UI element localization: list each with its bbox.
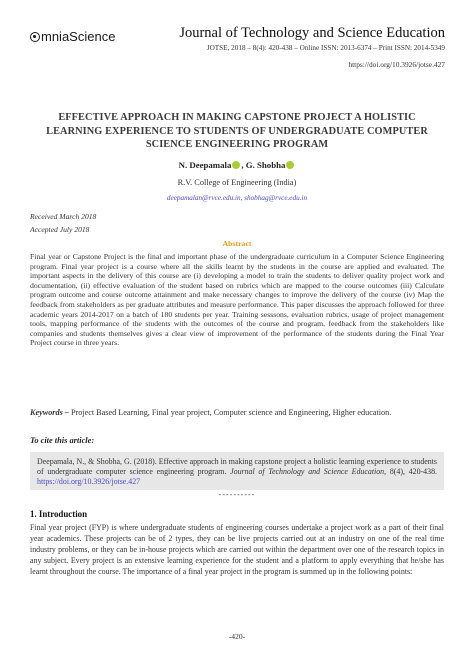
publisher-logo (30, 29, 115, 44)
citation-volume: 8(4), 420-438. (386, 467, 437, 476)
keywords (30, 407, 444, 418)
author-separator: , (241, 160, 246, 170)
affiliation: R.V. College of Engineering (India) (177, 178, 297, 187)
citation-journal: Journal of Technology and Science Education, (230, 467, 387, 476)
cite-heading: To cite this article: (30, 436, 95, 445)
authors (0, 160, 474, 170)
citation-doi-link[interactable]: https://doi.org/10.3926/jotse.427 (37, 477, 141, 486)
page-number: -420- (228, 632, 246, 641)
abstract-text: Final year or Capstone Project is the final and important phase of the undergraduate curriculum in a Computer Science Engineering program. Final year project is a course where all the skills learnt by the students in the course are applied and evaluated. The important aspects in the delivery of this course are (i) developing a model to train the students to deliver quality project work and documentation, (ii) effective evaluation of the student based on rubrics which are mapped to the course outcomes (iii) Calculate program outcome and course outcome attainment and make necessary changes to improve the delivery of the course (iv) Map the feedback from stakeholders as per graduate attributes and measure performance. This paper discusses the approach followed for three academic years 2014-2017 on a batch of 180 students per year. Training sesssons, evaluation rubrics, usage of project management tools, mapping performance of the students with the outcomes of the course and program, feedback from the stakeholders like companies and students themselves gives a clear view of improvement of the performance of the students during the Final Year Project course in three years. (30, 252, 444, 348)
orcid-icon[interactable] (232, 161, 240, 169)
citation-box (30, 452, 444, 490)
received-date: Received March 2018 (30, 212, 97, 221)
logo-text: mniaScience (41, 29, 116, 44)
journal-doi[interactable]: https://doi.org/10.3926/jotse.427 (348, 60, 445, 69)
orcid-icon[interactable] (286, 161, 294, 169)
author-emails[interactable]: deepamalan@rvce.edu.in, shobhag@rvce.edu.in (166, 194, 308, 202)
journal-meta: JOTSE, 2018 – 8(4): 420-438 – Online ISSN: 2013-6374 – Print ISSN: 2014-5349 (206, 44, 445, 52)
author-2: G. Shobha (245, 160, 286, 170)
abstract-heading: Abstract (222, 239, 252, 248)
omnia-logo-icon (30, 32, 40, 42)
article-dates (30, 210, 96, 236)
article-title: EFFECTIVE APPROACH IN MAKING CAPSTONE PROJECT A HOLISTIC LEARNING EXPERIENCE TO STUDENTS OF UNDERGRADUATE COMPUTER SCIENCE ENGINEERING PROGRAM (46, 112, 428, 150)
author-1: N. Deepamala (178, 160, 232, 170)
citation-text: Deepamala, N., & Shobha, G. (2018). Effective approach in making capstone project a holistic learning experience to students of undergraduate computer science engineering program. (37, 457, 437, 476)
keywords-text: Project Based Learning, Final year project, Computer science and Engineering, Higher education. (70, 408, 392, 417)
accepted-date: Accepted July 2018 (30, 225, 90, 234)
section-separator: ---------- (218, 490, 256, 499)
introduction-text: Final year project (FYP) is where undergraduate students of engineering courses undertake a project work as a part of their final year academics. These projects can be of 2 types, they can be live projects carried out at an industry on one of the real time industry problems, or they can be in-house projects which are carried out within the department over one of the research topics in any subject. Every project is an extensive learning experience for the student and a platform to apply everything that he/she has learnt throughout the course. The importance of a final year project in the program is summed up in the following points: (30, 523, 444, 576)
section-heading-introduction: 1. Introduction (30, 509, 88, 519)
keywords-label: Keywords – (30, 408, 69, 417)
journal-title: Journal of Technology and Science Education (179, 25, 445, 41)
